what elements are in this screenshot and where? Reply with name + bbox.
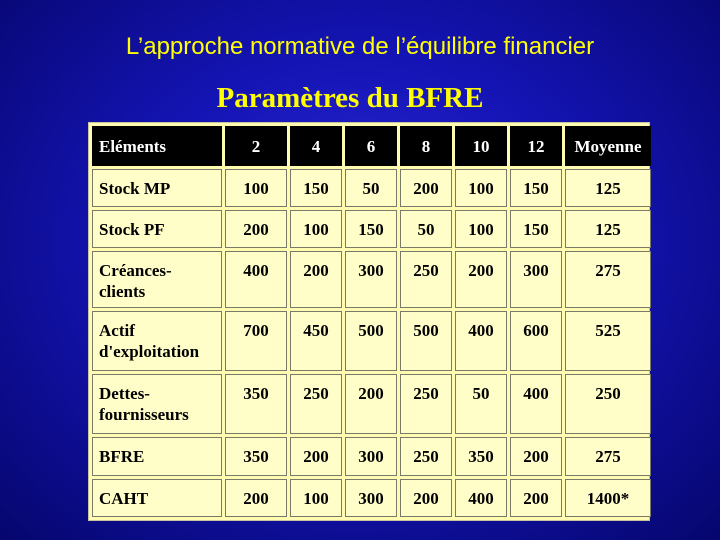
table-row (92, 479, 651, 517)
value-cell: 250 (400, 374, 452, 434)
header-cell: Eléments (92, 126, 222, 166)
value-cell: 50 (400, 210, 452, 248)
table-header-row (92, 126, 651, 166)
value-cell: 500 (345, 311, 397, 371)
value-cell: 100 (290, 210, 342, 248)
table-row (92, 169, 651, 207)
value-cell: 50 (345, 169, 397, 207)
value-cell: 100 (290, 479, 342, 517)
value-cell: 350 (455, 437, 507, 475)
value-cell: 275 (565, 437, 651, 475)
value-cell: 400 (455, 311, 507, 371)
value-cell: 100 (225, 169, 287, 207)
slide-title: L’approche normative de l’équilibre financier (125, 33, 595, 60)
value-cell: 350 (225, 374, 287, 434)
slide-subtitle: Paramètres du BFRE (216, 82, 484, 114)
value-cell: 300 (345, 437, 397, 475)
bfre-table-container (88, 122, 650, 521)
value-cell: 200 (455, 251, 507, 307)
table-row (92, 251, 651, 307)
value-cell: 200 (225, 210, 287, 248)
value-cell: 200 (510, 479, 562, 517)
value-cell: 1400* (565, 479, 651, 517)
row-label: Stock MP (92, 169, 222, 207)
header-cell: 4 (290, 126, 342, 166)
row-label: Stock PF (92, 210, 222, 248)
header-cell: Moyenne (565, 126, 651, 166)
value-cell: 250 (565, 374, 651, 434)
value-cell: 250 (290, 374, 342, 434)
value-cell: 150 (510, 169, 562, 207)
value-cell: 525 (565, 311, 651, 371)
value-cell: 700 (225, 311, 287, 371)
value-cell: 400 (510, 374, 562, 434)
value-cell: 200 (225, 479, 287, 517)
value-cell: 250 (400, 437, 452, 475)
value-cell: 250 (400, 251, 452, 307)
value-cell: 275 (565, 251, 651, 307)
table-row (92, 210, 651, 248)
row-label: Actif d'exploitation (92, 311, 222, 371)
bfre-table (89, 123, 654, 520)
row-label: BFRE (92, 437, 222, 475)
value-cell: 300 (345, 251, 397, 307)
table-row (92, 311, 651, 371)
value-cell: 500 (400, 311, 452, 371)
value-cell: 200 (290, 251, 342, 307)
value-cell: 300 (510, 251, 562, 307)
row-label: Dettes-fournisseurs (92, 374, 222, 434)
value-cell: 400 (455, 479, 507, 517)
value-cell: 50 (455, 374, 507, 434)
header-cell: 8 (400, 126, 452, 166)
header-cell: 10 (455, 126, 507, 166)
table-row (92, 437, 651, 475)
value-cell: 100 (455, 169, 507, 207)
header-cell: 12 (510, 126, 562, 166)
header-cell: 6 (345, 126, 397, 166)
value-cell: 200 (345, 374, 397, 434)
value-cell: 200 (510, 437, 562, 475)
value-cell: 150 (290, 169, 342, 207)
value-cell: 300 (345, 479, 397, 517)
value-cell: 125 (565, 210, 651, 248)
header-cell: 2 (225, 126, 287, 166)
value-cell: 350 (225, 437, 287, 475)
value-cell: 150 (345, 210, 397, 248)
value-cell: 150 (510, 210, 562, 248)
value-cell: 200 (400, 169, 452, 207)
value-cell: 100 (455, 210, 507, 248)
row-label: CAHT (92, 479, 222, 517)
value-cell: 400 (225, 251, 287, 307)
table-row (92, 374, 651, 434)
value-cell: 200 (400, 479, 452, 517)
value-cell: 125 (565, 169, 651, 207)
value-cell: 450 (290, 311, 342, 371)
row-label: Créances-clients (92, 251, 222, 307)
value-cell: 600 (510, 311, 562, 371)
value-cell: 200 (290, 437, 342, 475)
